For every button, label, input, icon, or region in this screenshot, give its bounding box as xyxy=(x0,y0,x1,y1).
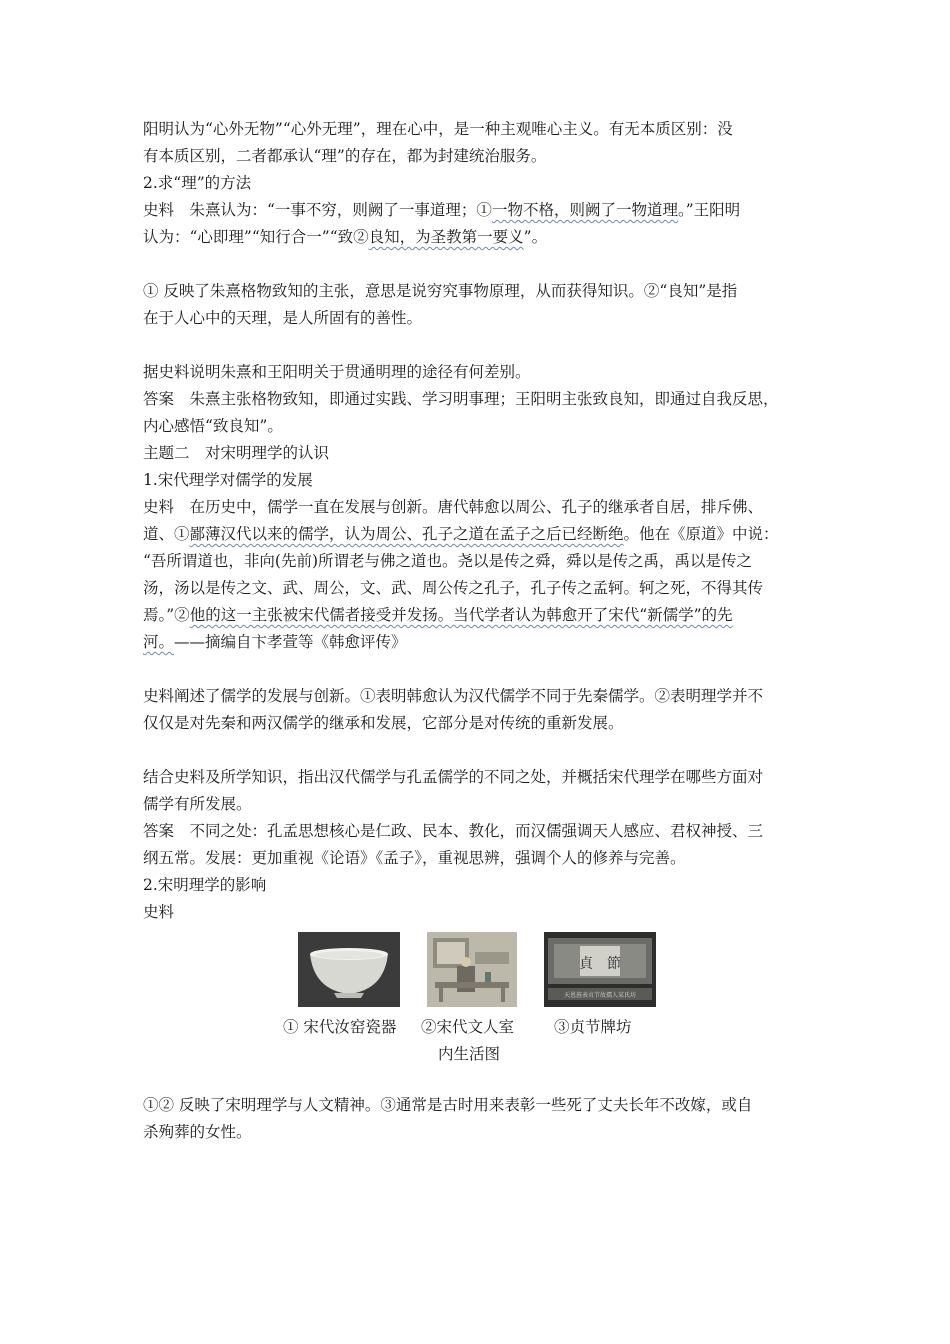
note-line: 在于人心中的天理，是人所固有的善性。 xyxy=(143,309,423,327)
answer-line: 纲五常。发展：更加重视《论语》《孟子》，重视思辨，强调个人的修养与完善。 xyxy=(143,849,686,867)
question-line: 据史料说明朱熹和王阳明关于贯通明理的途径有何差别。 xyxy=(143,363,531,381)
plaque-bottom-text: 天恩旌表贞节故孺人某氏坊 xyxy=(563,992,637,999)
note-line: 杀殉葬的女性。 xyxy=(143,1123,252,1141)
chastity-arch-image xyxy=(544,932,656,1007)
source-text-line: “吾所谓道也，非向(先前)所谓老与佛之道也。尧以是传之舜，舜以是传之禹，禹以是传之 xyxy=(143,552,753,570)
text-line: 有本质区别，二者都承认“理”的存在，都为封建统治服务。 xyxy=(143,147,547,165)
answer-line: 答案 朱熹主张格物致知，即通过实践、学习明事理；王阳明主张致良知，即通过自我反思， xyxy=(143,390,779,408)
section-heading: 1.宋代理学对儒学的发展 xyxy=(143,471,313,489)
song-scholar-room-image xyxy=(427,932,517,1007)
figure-caption: 内生活图 xyxy=(438,1045,501,1063)
source-label: 史料 xyxy=(143,903,175,921)
topic-heading: 主题二 对宋明理学的认识 xyxy=(143,444,330,462)
wavy-underline: 他的这一主张被宋代儒者接受并发扬。当代学者认为韩愈开了宋代“新儒学”的先 xyxy=(189,606,733,624)
wavy-underline: 鄙薄汉代以来的儒学，认为周公、孔子之道在孟子之后已经断绝 xyxy=(189,525,624,543)
ru-kiln-bowl-image xyxy=(298,932,400,1007)
figure-row xyxy=(143,932,813,1082)
figure-caption: ②宋代文人室 xyxy=(421,1018,515,1036)
text-line: 阳明认为“心外无物”“心外无理”，理在心中，是一种主观唯心主义。有无本质区别：没 xyxy=(143,120,733,138)
source-text-line: 认为：“心即理”“知行合一”“致②良知，为圣教第一要义”。 xyxy=(143,228,548,246)
wavy-underline: 良知，为圣教第一要义 xyxy=(368,228,524,246)
source-text-line: 河。——摘编自卞孝萱等《韩愈评传》 xyxy=(143,633,407,651)
question-line: 儒学有所发展。 xyxy=(143,795,252,813)
document-body xyxy=(143,116,813,1146)
note-line: ① 反映了朱熹格物致知的主张，意思是说穷究事物原理，从而获得知识。②“良知”是指 xyxy=(143,282,738,300)
question-line: 结合史料及所学知识，指出汉代儒学与孔孟儒学的不同之处，并概括宋代理学在哪些方面对 xyxy=(143,768,764,786)
plaque-text: 貞 節 xyxy=(579,956,621,972)
source-text-line: 焉。”②他的这一主张被宋代儒者接受并发扬。当代学者认为韩愈开了宋代“新儒学”的先 xyxy=(143,606,733,624)
answer-line: 答案 不同之处：孔孟思想核心是仁政、民本、教化，而汉儒强调天人感应、君权神授、三 xyxy=(143,822,764,840)
wavy-underline: 河。 xyxy=(143,633,175,651)
figure-caption: ③贞节牌坊 xyxy=(554,1018,632,1036)
section-heading: 2.求“理”的方法 xyxy=(143,174,252,192)
section-heading: 2.宋明理学的影响 xyxy=(143,876,267,894)
wavy-underline: 一物不格，则阙了一物道理 xyxy=(491,201,678,219)
note-line: 史料阐述了儒学的发展与创新。①表明韩愈认为汉代儒学不同于先秦儒学。②表明理学并不 xyxy=(143,687,764,705)
figure-caption: ① 宋代汝窑瓷器 xyxy=(283,1018,397,1036)
note-line: ①② 反映了宋明理学与人文精神。③通常是古时用来表彰一些死了丈夫长年不改嫁，或自 xyxy=(143,1096,753,1114)
answer-line: 内心感悟“致良知”。 xyxy=(143,417,283,435)
source-text-line: 汤，汤以是传之文、武、周公，文、武、周公传之孔子，孔子传之孟轲。轲之死，不得其传 xyxy=(143,579,764,597)
source-text-line: 史料 在历史中，儒学一直在发展与创新。唐代韩愈以周公、孔子的继承者自居，排斥佛、 xyxy=(143,498,764,516)
note-line: 仅仅是对先秦和两汉儒学的继承和发展，它部分是对传统的重新发展。 xyxy=(143,714,624,732)
source-text-line: 道、①鄙薄汉代以来的儒学，认为周公、孔子之道在孟子之后已经断绝。他在《原道》中说： xyxy=(143,525,779,543)
source-text-line: 史料 朱熹认为：“一事不穷，则阙了一事道理；①一物不格，则阙了一物道理。”王阳明 xyxy=(143,201,741,219)
